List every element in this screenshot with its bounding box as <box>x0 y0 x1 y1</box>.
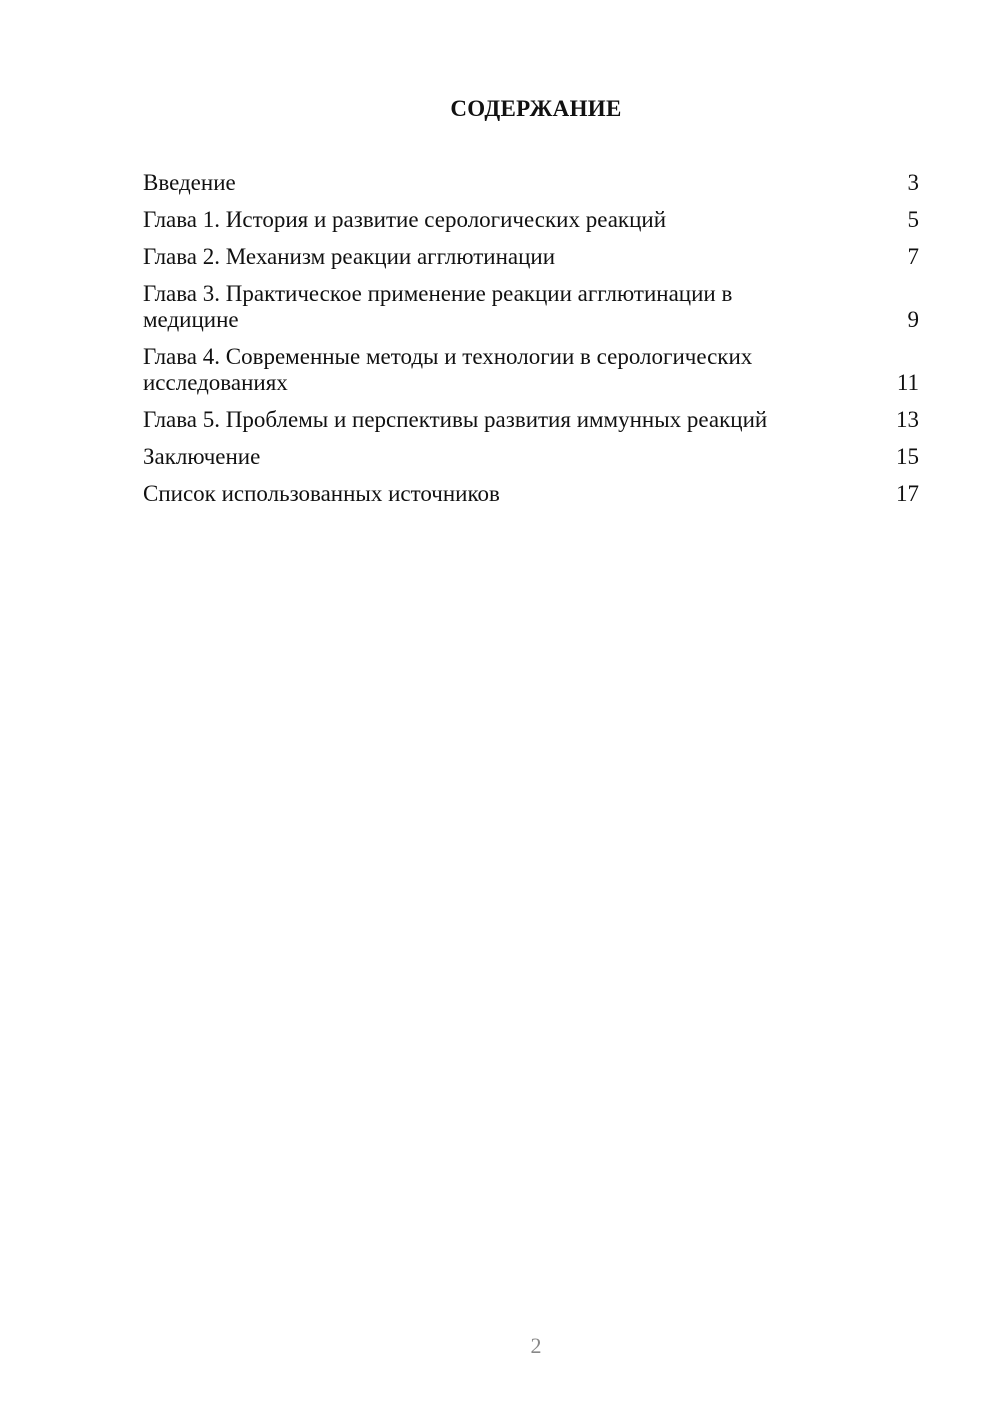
toc-entry-label: Введение <box>143 170 236 195</box>
toc-entry-chapter-1 <box>143 207 919 233</box>
toc-entry-page: 9 <box>907 307 919 332</box>
toc-entry-page: 17 <box>896 481 919 506</box>
toc-entry-page: 11 <box>896 370 919 395</box>
toc-title: СОДЕРЖАНИЕ <box>450 96 622 121</box>
toc-entry-chapter-3 <box>143 281 919 333</box>
toc-entry-label: Глава 5. Проблемы и перспективы развития иммунных реакций <box>143 407 768 432</box>
toc-entry-page: 15 <box>896 444 919 469</box>
toc-entry-label: Глава 3. Практическое применение реакции агглютинации в медицине <box>143 281 733 332</box>
page-number: 2 <box>530 1333 542 1358</box>
toc-entry-label: Глава 2. Механизм реакции агглютинации <box>143 244 556 269</box>
toc-entry-label: Заключение <box>143 444 261 469</box>
toc-entry-references <box>143 481 919 507</box>
toc-entry-label: Глава 1. История и развитие серологических реакций <box>143 207 667 232</box>
toc-entry-chapter-5 <box>143 407 919 433</box>
toc-entry-label: Список использованных источников <box>143 481 500 506</box>
toc-entry-page: 5 <box>907 207 919 232</box>
toc-entry-chapter-4 <box>143 344 919 396</box>
toc-entry-page: 3 <box>907 170 919 195</box>
toc-entry-chapter-2 <box>143 244 919 270</box>
toc-entry-page: 13 <box>896 407 919 432</box>
toc-entry-label: Глава 4. Современные методы и технологии в серологических исследованиях <box>143 344 753 395</box>
toc-entry-conclusion <box>143 444 919 470</box>
toc-entry-page: 7 <box>907 244 919 269</box>
toc-entry-introduction <box>143 170 919 196</box>
table-of-contents <box>143 170 919 518</box>
